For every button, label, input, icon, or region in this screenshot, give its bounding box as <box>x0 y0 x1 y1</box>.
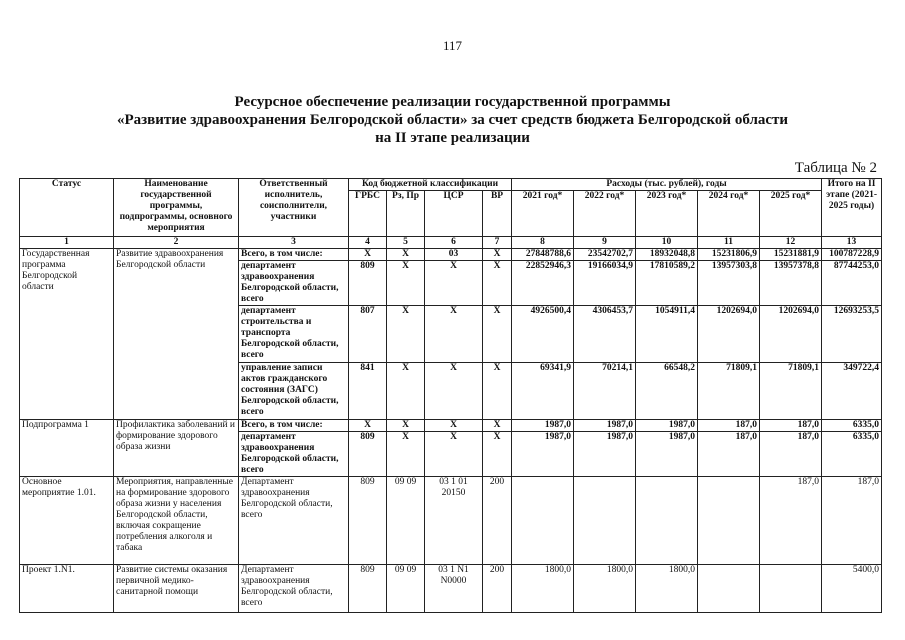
rzpr-cell: 09 09 <box>387 477 425 565</box>
value-2024: 187,0 <box>698 420 760 432</box>
rzpr-cell: Х <box>387 420 425 432</box>
responsible-cell: департамент здравоохранения Белгородской области, всего <box>239 261 349 306</box>
grbs-cell: 809 <box>349 261 387 306</box>
col-number: 7 <box>483 237 512 249</box>
header-csr: ЦСР <box>425 191 483 237</box>
responsible-cell: департамент строительства и транспорта Белгородской области, всего <box>239 306 349 363</box>
grbs-cell: Х <box>349 420 387 432</box>
status-cell: Государственная программа Белгородской области <box>20 249 114 420</box>
responsible-cell: управление записи актов гражданского состояния (ЗАГС) Белгородской области, всего <box>239 363 349 420</box>
header-2022: 2022 год* <box>574 191 636 237</box>
header-vr: ВР <box>483 191 512 237</box>
header-budget-code: Код бюджетной классификации <box>349 179 512 191</box>
title-line-1: Ресурсное обеспечение реализации государственной программы <box>234 94 671 110</box>
header-total: Итого на II этапе (2021-2025 годы) <box>822 179 882 237</box>
document-title <box>0 93 905 147</box>
value-2021: 27848788,6 <box>512 249 574 261</box>
value-2022: 4306453,7 <box>574 306 636 363</box>
col-number: 13 <box>822 237 882 249</box>
value-2024 <box>698 477 760 565</box>
csr-cell: Х <box>425 432 483 477</box>
vr-cell: 200 <box>483 477 512 565</box>
value-2025: 13957378,8 <box>760 261 822 306</box>
header-rzpr: Рз, Пр <box>387 191 425 237</box>
value-2022: 1987,0 <box>574 420 636 432</box>
value-2023: 66548,2 <box>636 363 698 420</box>
value-total: 349722,4 <box>822 363 882 420</box>
value-2024: 13957303,8 <box>698 261 760 306</box>
table-row <box>20 565 882 613</box>
csr-cell: 03 1 N1 N0000 <box>425 565 483 613</box>
value-2023 <box>636 477 698 565</box>
rzpr-cell: Х <box>387 363 425 420</box>
name-cell: Развитие системы оказания первичной медико-санитарной помощи <box>114 565 239 613</box>
rzpr-cell: Х <box>387 432 425 477</box>
vr-cell: Х <box>483 432 512 477</box>
value-total: 6335,0 <box>822 432 882 477</box>
value-2023: 17810589,2 <box>636 261 698 306</box>
value-total: 100787228,9 <box>822 249 882 261</box>
name-cell: Мероприятия, направленные на формирование здорового образа жизни у населения Белгородской области, включая сокращение потребления алкоголя и табака <box>114 477 239 565</box>
value-2021 <box>512 477 574 565</box>
vr-cell: Х <box>483 306 512 363</box>
title-line-2: «Развитие здравоохранения Белгородской области» за счет средств бюджета Белгородской области <box>116 112 789 128</box>
csr-cell: 03 <box>425 249 483 261</box>
csr-cell: Х <box>425 306 483 363</box>
header-2024: 2024 год* <box>698 191 760 237</box>
value-2023: 1054911,4 <box>636 306 698 363</box>
value-2021: 22852946,3 <box>512 261 574 306</box>
csr-cell: Х <box>425 420 483 432</box>
table-row <box>20 477 882 565</box>
grbs-cell: 809 <box>349 477 387 565</box>
title-line-3: на II этапе реализации <box>375 130 530 146</box>
rzpr-cell: Х <box>387 261 425 306</box>
grbs-cell: 809 <box>349 565 387 613</box>
value-2024: 15231806,9 <box>698 249 760 261</box>
header-2025: 2025 год* <box>760 191 822 237</box>
value-total: 12693253,5 <box>822 306 882 363</box>
value-2021: 1987,0 <box>512 420 574 432</box>
value-2025: 187,0 <box>760 420 822 432</box>
value-total: 87744253,0 <box>822 261 882 306</box>
vr-cell: Х <box>483 261 512 306</box>
rzpr-cell: Х <box>387 249 425 261</box>
responsible-cell: Департамент здравоохранения Белгородской области, всего <box>239 477 349 565</box>
vr-cell: Х <box>483 420 512 432</box>
grbs-cell: Х <box>349 249 387 261</box>
rzpr-cell: 09 09 <box>387 565 425 613</box>
value-2021: 69341,9 <box>512 363 574 420</box>
value-2025: 71809,1 <box>760 363 822 420</box>
responsible-cell: Департамент здравоохранения Белгородской области, всего <box>239 565 349 613</box>
col-number: 11 <box>698 237 760 249</box>
value-2025 <box>760 565 822 613</box>
value-2023: 1987,0 <box>636 420 698 432</box>
header-2023: 2023 год* <box>636 191 698 237</box>
header-responsible: Ответственный исполнитель, соисполнители, участники <box>239 179 349 237</box>
value-2024: 71809,1 <box>698 363 760 420</box>
header-2021: 2021 год* <box>512 191 574 237</box>
value-2022: 1987,0 <box>574 432 636 477</box>
table-label: Таблица № 2 <box>794 160 877 176</box>
value-2025: 187,0 <box>760 432 822 477</box>
value-2025: 1202694,0 <box>760 306 822 363</box>
value-2021: 1800,0 <box>512 565 574 613</box>
grbs-cell: 807 <box>349 306 387 363</box>
header-status: Статус <box>20 179 114 237</box>
resource-table <box>19 178 882 613</box>
vr-cell: Х <box>483 249 512 261</box>
header-expenses: Расходы (тыс. рублей), годы <box>512 179 822 191</box>
col-number: 6 <box>425 237 483 249</box>
value-2022: 23542702,7 <box>574 249 636 261</box>
value-total: 6335,0 <box>822 420 882 432</box>
col-number: 9 <box>574 237 636 249</box>
col-number: 3 <box>239 237 349 249</box>
vr-cell: Х <box>483 363 512 420</box>
value-total: 187,0 <box>822 477 882 565</box>
value-total: 5400,0 <box>822 565 882 613</box>
col-number: 4 <box>349 237 387 249</box>
status-cell: Проект 1.N1. <box>20 565 114 613</box>
rzpr-cell: Х <box>387 306 425 363</box>
col-number: 8 <box>512 237 574 249</box>
col-number: 2 <box>114 237 239 249</box>
value-2022 <box>574 477 636 565</box>
table-row <box>20 420 882 432</box>
value-2023: 1987,0 <box>636 432 698 477</box>
value-2021: 4926500,4 <box>512 306 574 363</box>
csr-cell: 03 1 01 20150 <box>425 477 483 565</box>
value-2022: 1800,0 <box>574 565 636 613</box>
value-2021: 1987,0 <box>512 432 574 477</box>
responsible-cell: Всего, в том числе: <box>239 249 349 261</box>
value-2025: 15231881,9 <box>760 249 822 261</box>
csr-cell: Х <box>425 261 483 306</box>
name-cell: Развитие здравоохранения Белгородской области <box>114 249 239 420</box>
value-2022: 70214,1 <box>574 363 636 420</box>
csr-cell: Х <box>425 363 483 420</box>
value-2023: 1800,0 <box>636 565 698 613</box>
value-2024: 1202694,0 <box>698 306 760 363</box>
vr-cell: 200 <box>483 565 512 613</box>
value-2025: 187,0 <box>760 477 822 565</box>
grbs-cell: 809 <box>349 432 387 477</box>
value-2024 <box>698 565 760 613</box>
table-row <box>20 249 882 261</box>
header-name: Наименование государственной программы, подпрограммы, основного мероприятия <box>114 179 239 237</box>
value-2024: 187,0 <box>698 432 760 477</box>
col-number: 1 <box>20 237 114 249</box>
responsible-cell: департамент здравоохранения Белгородской области, всего <box>239 432 349 477</box>
value-2023: 18932048,8 <box>636 249 698 261</box>
value-2022: 19166034,9 <box>574 261 636 306</box>
status-cell: Подпрограмма 1 <box>20 420 114 477</box>
col-number: 5 <box>387 237 425 249</box>
grbs-cell: 841 <box>349 363 387 420</box>
header-grbs: ГРБС <box>349 191 387 237</box>
col-number: 10 <box>636 237 698 249</box>
name-cell: Профилактика заболеваний и формирование здорового образа жизни <box>114 420 239 477</box>
responsible-cell: Всего, в том числе: <box>239 420 349 432</box>
status-cell: Основное мероприятие 1.01. <box>20 477 114 565</box>
column-numbers-row <box>20 237 882 249</box>
col-number: 12 <box>760 237 822 249</box>
page-number: 117 <box>442 38 463 53</box>
